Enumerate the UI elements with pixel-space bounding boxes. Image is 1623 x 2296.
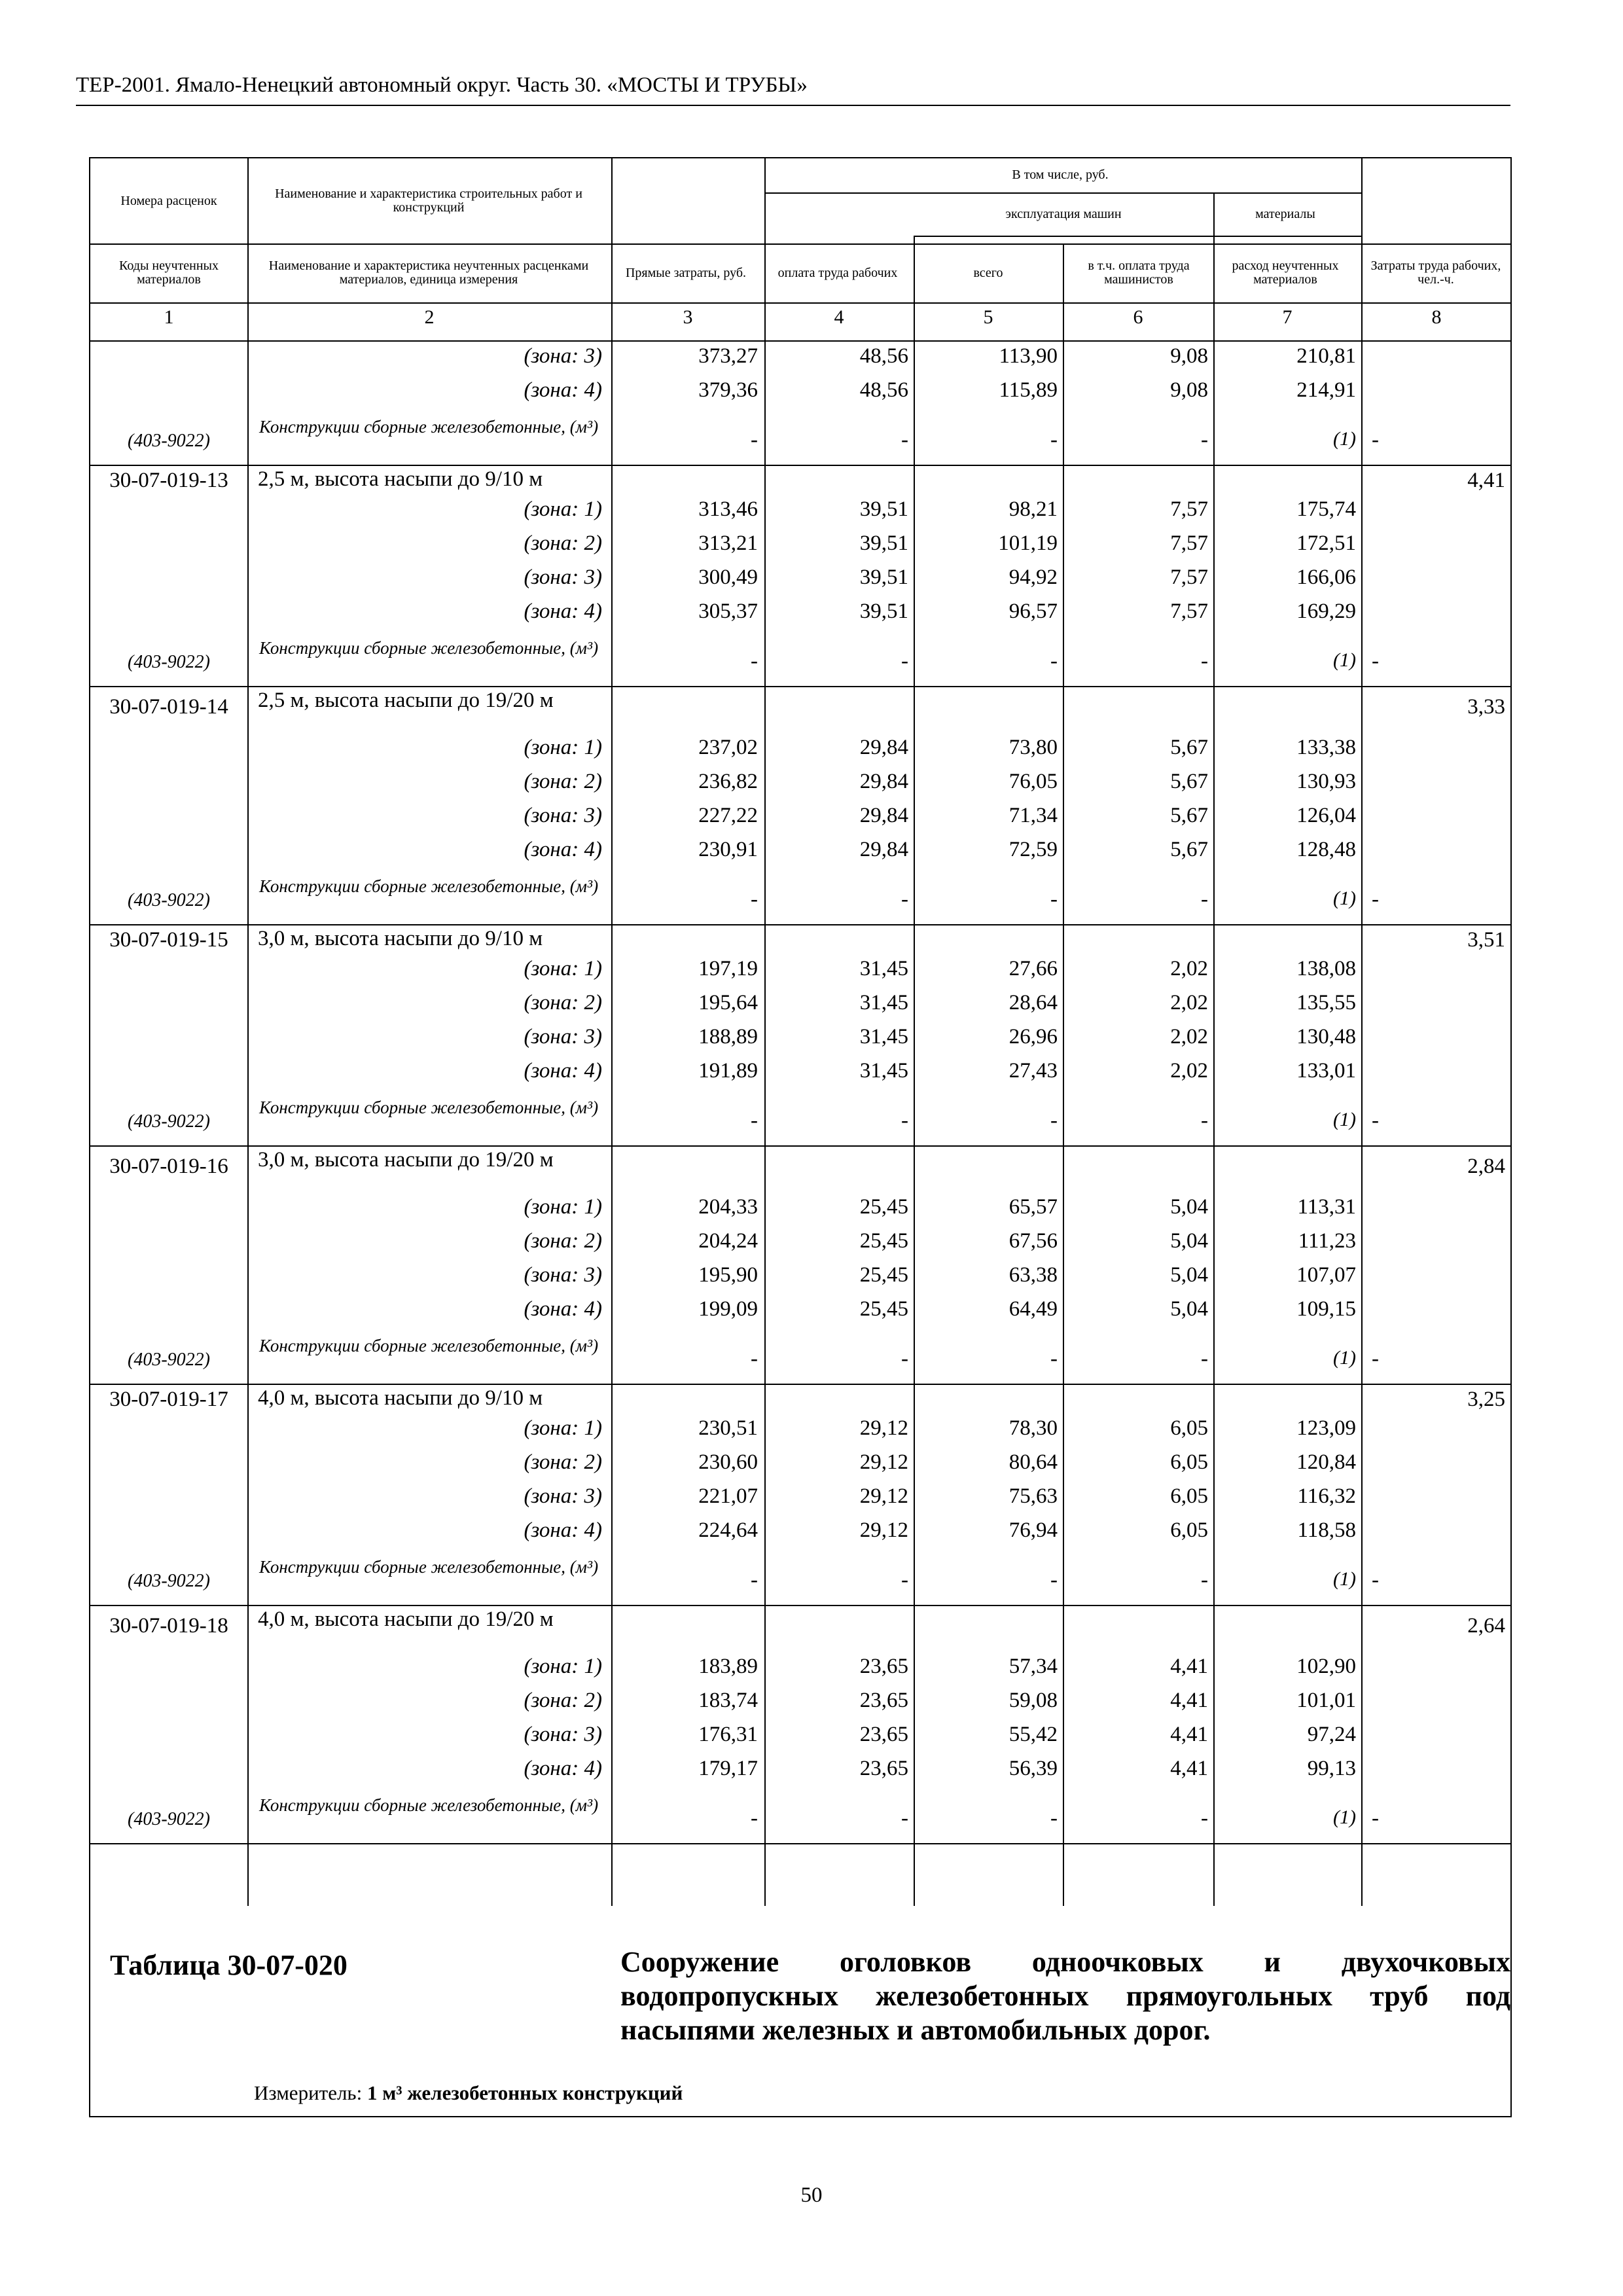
group-5-row-4-val-3: 76,94 [1008,1518,1058,1542]
group-5-row-4-val-2: 29,12 [859,1518,908,1542]
group-4-row-3-zone: (зона: 3) [524,1263,602,1287]
group-3-row-3-val-1: 188,89 [698,1025,758,1049]
group-5-material-dash-2: - [901,1568,908,1592]
group-2-row-2-zone: (зона: 2) [524,770,602,793]
h-line [90,1384,1512,1385]
col-number-3: 3 [683,306,693,328]
table-description: Сооружение оголовков одноочковых и двухочковых водопропускных железобетонных прямоугольных труб под насыпями железных и автомобильных дорог. [620,1946,1510,2046]
carry-material-qty: (1) [1333,428,1356,450]
hdr-oplata: оплата труда рабочих [777,265,898,280]
group-4-row-3-val-2: 25,45 [859,1263,908,1287]
group-2-row-1-val-4: 5,67 [1170,736,1208,759]
group-1-code: 30-07-019-13 [109,469,228,492]
col-number-7: 7 [1282,306,1293,328]
group-3-material-labor: - [1372,1109,1379,1132]
group-1-row-2-val-5: 172,51 [1296,531,1356,555]
group-5-row-3-val-3: 75,63 [1008,1484,1058,1508]
group-5-row-2-val-2: 29,12 [859,1450,908,1474]
group-4-row-3-val-3: 63,38 [1008,1263,1058,1287]
group-3-row-2-val-4: 2,02 [1170,991,1208,1014]
group-4-row-4-val-1: 199,09 [698,1297,758,1321]
group-6-material-labor: - [1372,1806,1379,1830]
group-3-row-3-val-4: 2,02 [1170,1025,1208,1049]
hdr-nomera: Номера расценок [120,193,217,208]
group-2-row-1-val-3: 73,80 [1008,736,1058,759]
group-6-row-1-zone: (зона: 1) [524,1655,602,1678]
group-5-material-dash-3: - [1050,1568,1058,1592]
group-2-material-dash-4: - [1201,888,1208,911]
group-3-row-1-val-2: 31,45 [859,957,908,980]
group-4-row-3-val-1: 195,90 [698,1263,758,1287]
group-6-row-3-val-5: 97,24 [1307,1723,1356,1746]
group-3-material-qty: (1) [1333,1109,1356,1130]
group-5-row-1-zone: (зона: 1) [524,1416,602,1440]
hdr-pryamye: Прямые затраты, руб. [625,265,747,280]
group-6-row-3-val-3: 55,42 [1008,1723,1058,1746]
group-3-row-1-val-5: 138,08 [1296,957,1356,980]
group-5-row-1-val-2: 29,12 [859,1416,908,1440]
group-4-material-dash-3: - [1050,1347,1058,1371]
group-6-row-1-val-1: 183,89 [698,1655,758,1678]
group-3-material-dash-3: - [1050,1109,1058,1132]
group-5-material-name: Конструкции сборные железобетонные, (м³) [259,1557,599,1577]
group-5-row-4-val-4: 6,05 [1170,1518,1208,1542]
group-3-title: 3,0 м, высота насыпи до 9/10 м [258,927,543,950]
header-rule [76,105,1510,106]
group-6-material-dash-4: - [1201,1806,1208,1830]
group-1-material-labor: - [1372,649,1379,673]
group-4-row-1-val-2: 25,45 [859,1195,908,1219]
group-3-material-dash-4: - [1201,1109,1208,1132]
group-5-code: 30-07-019-17 [109,1388,228,1411]
group-3-row-1-zone: (зона: 1) [524,957,602,980]
group-3-row-3-val-2: 31,45 [859,1025,908,1049]
carry-row-1-val-5: 210,81 [1296,344,1356,368]
group-2-row-3-val-5: 126,04 [1296,804,1356,827]
hdr-vtch: в т.ч. оплата труда машинистов [1088,259,1190,287]
carry-row-2-zone: (зона: 4) [524,378,602,402]
measure-value: 1 м³ железобетонных конструкций [366,2081,683,2104]
group-5-row-1-val-1: 230,51 [698,1416,758,1440]
group-3-code: 30-07-019-15 [109,928,228,952]
col-number-5: 5 [983,306,993,328]
group-4-row-1-zone: (зона: 1) [524,1195,602,1219]
group-1-row-2-val-1: 313,21 [698,531,758,555]
h-line [90,243,764,245]
hdr-naimen2: Наименование и характеристика неучтенных расценками материалов, единица измерения [268,259,589,287]
group-1-material-dash-1: - [751,649,758,673]
group-1-row-4-val-1: 305,37 [698,600,758,623]
group-1-row-3-zone: (зона: 3) [524,565,602,589]
col-number-8: 8 [1431,306,1442,328]
group-6-row-2-zone: (зона: 2) [524,1689,602,1712]
group-4-row-2-val-5: 111,23 [1298,1229,1356,1253]
group-2-material-code: (403-9022) [128,890,210,910]
group-2-row-2-val-1: 236,82 [698,770,758,793]
h-line [90,1145,1512,1147]
group-6-row-3-val-2: 23,65 [859,1723,908,1746]
group-1-row-3-val-4: 7,57 [1170,565,1208,589]
group-2-row-1-val-5: 133,38 [1296,736,1356,759]
group-6-material-dash-1: - [751,1806,758,1830]
group-1-material-qty: (1) [1333,649,1356,671]
group-5-title: 4,0 м, высота насыпи до 9/10 м [258,1386,543,1410]
h-line [90,1843,1512,1844]
group-2-row-3-val-4: 5,67 [1170,804,1208,827]
hdr-rashod: расход неучтенных материалов [1232,259,1339,287]
measure-label: Измеритель: [254,2081,363,2104]
group-4-row-1-val-5: 113,31 [1297,1195,1356,1219]
group-6-row-2-val-3: 59,08 [1008,1689,1058,1712]
col-number-1: 1 [164,306,174,328]
group-2-code: 30-07-019-14 [109,695,228,719]
group-2-row-1-zone: (зона: 1) [524,736,602,759]
group-2-row-4-val-1: 230,91 [698,838,758,861]
group-1-row-4-val-3: 96,57 [1008,600,1058,623]
carry-row-2-val-5: 214,91 [1296,378,1356,402]
group-6-row-1-val-3: 57,34 [1008,1655,1058,1678]
group-3-labor: 3,51 [1467,928,1505,952]
group-2-material-dash-1: - [751,888,758,911]
group-4-material-name: Конструкции сборные железобетонные, (м³) [259,1336,599,1355]
group-3-row-4-zone: (зона: 4) [524,1059,602,1083]
group-2-row-2-val-4: 5,67 [1170,770,1208,793]
group-5-labor: 3,25 [1467,1388,1505,1411]
group-3-row-3-val-3: 26,96 [1008,1025,1058,1049]
hdr-kody: Коды неучтенных материалов [119,259,219,287]
group-6-row-4-val-4: 4,41 [1170,1757,1208,1780]
group-6-row-1-val-2: 23,65 [859,1655,908,1678]
group-1-row-2-zone: (зона: 2) [524,531,602,555]
group-3-row-4-val-3: 27,43 [1008,1059,1058,1083]
group-6-row-2-val-2: 23,65 [859,1689,908,1712]
group-3-row-2-zone: (зона: 2) [524,991,602,1014]
group-3-row-1-val-4: 2,02 [1170,957,1208,980]
group-2-material-dash-2: - [901,888,908,911]
group-3-row-4-val-4: 2,02 [1170,1059,1208,1083]
carry-row-2-val-3: 115,89 [999,378,1058,402]
group-4-code: 30-07-019-16 [109,1155,228,1178]
group-5-row-1-val-4: 6,05 [1170,1416,1208,1440]
group-6-row-2-val-1: 183,74 [698,1689,758,1712]
group-2-row-3-val-1: 227,22 [698,804,758,827]
group-6-row-2-val-4: 4,41 [1170,1689,1208,1712]
group-5-row-2-val-1: 230,60 [698,1450,758,1474]
carry-row-2-val-4: 9,08 [1170,378,1208,402]
group-5-material-labor: - [1372,1568,1379,1592]
group-6-material-dash-3: - [1050,1806,1058,1830]
group-4-row-1-val-1: 204,33 [698,1195,758,1219]
h-line [90,1605,1512,1606]
carry-material-labor: - [1372,428,1379,452]
carry-row-2-val-1: 379,36 [698,378,758,402]
col-number-6: 6 [1133,306,1143,328]
group-2-material-dash-3: - [1050,888,1058,911]
group-4-row-4-val-2: 25,45 [859,1297,908,1321]
group-3-material-dash-1: - [751,1109,758,1132]
group-1-row-1-val-4: 7,57 [1170,497,1208,521]
group-2-title: 2,5 м, высота насыпи до 19/20 м [258,689,554,712]
group-6-material-dash-2: - [901,1806,908,1830]
group-1-row-1-val-1: 313,46 [698,497,758,521]
h-line [90,924,1512,925]
group-1-row-4-zone: (зона: 4) [524,600,602,623]
group-4-row-1-val-3: 65,57 [1008,1195,1058,1219]
group-5-row-2-zone: (зона: 2) [524,1450,602,1474]
group-4-row-3-val-5: 107,07 [1296,1263,1356,1287]
group-3-row-4-val-5: 133,01 [1296,1059,1356,1083]
group-2-row-4-val-2: 29,84 [859,838,908,861]
hdr-v-tom: В том числе, руб. [1012,167,1109,182]
group-5-row-4-val-5: 118,58 [1297,1518,1356,1542]
page-number: 50 [800,2183,823,2207]
group-1-row-2-val-4: 7,57 [1170,531,1208,555]
group-6-material-name: Конструкции сборные железобетонные, (м³) [259,1795,599,1815]
group-1-material-dash-4: - [1201,649,1208,673]
hdr-zatraty: Затраты труда рабочих, чел.-ч. [1370,259,1501,287]
group-2-material-qty: (1) [1333,888,1356,909]
group-1-row-3-val-1: 300,49 [698,565,758,589]
h-line [764,192,1361,194]
group-5-row-1-val-5: 123,09 [1296,1416,1356,1440]
group-4-row-4-val-3: 64,49 [1008,1297,1058,1321]
group-3-row-4-val-1: 191,89 [698,1059,758,1083]
carry-row-1-val-4: 9,08 [1170,344,1208,368]
rate-table [89,157,1512,2117]
group-3-row-4-val-2: 31,45 [859,1059,908,1083]
group-1-material-dash-3: - [1050,649,1058,673]
group-3-row-3-zone: (зона: 3) [524,1025,602,1049]
group-2-material-name: Конструкции сборные железобетонные, (м³) [259,876,599,896]
group-2-row-4-val-4: 5,67 [1170,838,1208,861]
group-1-title: 2,5 м, высота насыпи до 9/10 м [258,467,543,491]
group-4-row-4-val-4: 5,04 [1170,1297,1208,1321]
group-5-material-dash-4: - [1201,1568,1208,1592]
group-4-material-dash-4: - [1201,1347,1208,1371]
group-2-row-2-val-3: 76,05 [1008,770,1058,793]
group-6-row-4-val-5: 99,13 [1307,1757,1356,1780]
group-6-row-4-val-3: 56,39 [1008,1757,1058,1780]
carry-row-1-val-1: 373,27 [698,344,758,368]
group-5-row-3-val-5: 116,32 [1297,1484,1356,1508]
carry-row-2-val-2: 48,56 [859,378,908,402]
group-6-row-4-zone: (зона: 4) [524,1757,602,1780]
group-2-row-4-val-5: 128,48 [1296,838,1356,861]
page-header: ТЕР-2001. Ямало-Ненецкий автономный округ. Часть 30. «МОСТЫ И ТРУБЫ» [76,73,808,97]
group-3-row-1-val-1: 197,19 [698,957,758,980]
group-5-row-1-val-3: 78,30 [1008,1416,1058,1440]
group-1-labor: 4,41 [1467,469,1505,492]
group-2-row-1-val-2: 29,84 [859,736,908,759]
group-5-row-2-val-5: 120,84 [1296,1450,1356,1474]
group-6-row-3-val-1: 176,31 [698,1723,758,1746]
group-3-row-2-val-1: 195,64 [698,991,758,1014]
group-4-material-labor: - [1372,1347,1379,1371]
group-1-material-code: (403-9022) [128,652,210,672]
group-1-row-3-val-5: 166,06 [1296,565,1356,589]
group-3-material-code: (403-9022) [128,1111,210,1132]
group-5-row-3-val-1: 221,07 [698,1484,758,1508]
carry-row-1-val-2: 48,56 [859,344,908,368]
h-line [90,686,1512,687]
group-6-row-1-val-5: 102,90 [1296,1655,1356,1678]
group-4-row-4-val-5: 109,15 [1296,1297,1356,1321]
group-4-row-2-val-4: 5,04 [1170,1229,1208,1253]
group-1-material-name: Конструкции сборные железобетонные, (м³) [259,638,599,658]
group-4-labor: 2,84 [1467,1155,1505,1178]
h-line [90,465,1512,466]
group-1-row-2-val-2: 39,51 [859,531,908,555]
carry-material-code: (403-9022) [128,431,210,451]
group-6-row-1-val-4: 4,41 [1170,1655,1208,1678]
group-6-labor: 2,64 [1467,1614,1505,1638]
group-1-material-dash-2: - [901,649,908,673]
group-1-row-1-zone: (зона: 1) [524,497,602,521]
group-5-material-qty: (1) [1333,1568,1356,1590]
carry-material-dash-4: - [1201,428,1208,452]
group-3-material-dash-2: - [901,1109,908,1132]
group-6-row-3-val-4: 4,41 [1170,1723,1208,1746]
group-6-material-code: (403-9022) [128,1809,210,1829]
group-1-row-1-val-5: 175,74 [1296,497,1356,521]
carry-row-1-val-3: 113,90 [999,344,1058,368]
group-2-labor: 3,33 [1467,695,1505,719]
group-1-row-1-val-2: 39,51 [859,497,908,521]
hdr-materialy: материалы [1255,206,1315,221]
group-5-row-4-zone: (зона: 4) [524,1518,602,1542]
group-6-title: 4,0 м, высота насыпи до 19/20 м [258,1607,554,1631]
group-4-material-code: (403-9022) [128,1350,210,1370]
group-5-row-3-val-4: 6,05 [1170,1484,1208,1508]
group-3-row-2-val-2: 31,45 [859,991,908,1014]
group-6-material-qty: (1) [1333,1806,1356,1828]
group-1-row-1-val-3: 98,21 [1008,497,1058,521]
group-5-row-2-val-3: 80,64 [1008,1450,1058,1474]
group-4-row-4-zone: (зона: 4) [524,1297,602,1321]
group-3-material-name: Конструкции сборные железобетонные, (м³) [259,1098,599,1117]
group-1-row-4-val-5: 169,29 [1296,600,1356,623]
group-5-row-4-val-1: 224,64 [698,1518,758,1542]
group-2-row-2-val-2: 29,84 [859,770,908,793]
group-2-row-4-val-3: 72,59 [1008,838,1058,861]
group-6-row-4-val-2: 23,65 [859,1757,908,1780]
group-4-row-3-val-4: 5,04 [1170,1263,1208,1287]
group-1-row-3-val-3: 94,92 [1008,565,1058,589]
hdr-naimen: Наименование и характеристика строительных работ и конструкций [275,187,582,215]
group-5-row-2-val-4: 6,05 [1170,1450,1208,1474]
group-2-row-3-zone: (зона: 3) [524,804,602,827]
group-4-material-qty: (1) [1333,1347,1356,1369]
h-line [764,243,1512,245]
group-2-material-labor: - [1372,888,1379,911]
group-4-title: 3,0 м, высота насыпи до 19/20 м [258,1148,554,1172]
carry-material-dash-3: - [1050,428,1058,452]
measure-line [254,2081,683,2105]
group-4-material-dash-2: - [901,1347,908,1371]
group-5-row-3-zone: (зона: 3) [524,1484,602,1508]
hdr-vsego: всего [973,265,1003,280]
group-2-row-3-val-2: 29,84 [859,804,908,827]
group-6-code: 30-07-019-18 [109,1614,228,1638]
group-1-row-4-val-2: 39,51 [859,600,908,623]
group-3-row-3-val-5: 130,48 [1296,1025,1356,1049]
h-line [90,302,1512,304]
table-title: Таблица 30-07-020 [110,1949,348,1981]
group-4-row-2-val-3: 67,56 [1008,1229,1058,1253]
group-1-row-4-val-4: 7,57 [1170,600,1208,623]
group-4-row-2-val-1: 204,24 [698,1229,758,1253]
group-5-material-code: (403-9022) [128,1571,210,1591]
group-4-row-2-val-2: 25,45 [859,1229,908,1253]
h-line [914,236,1361,237]
group-5-row-3-val-2: 29,12 [859,1484,908,1508]
carry-material-dash-2: - [901,428,908,452]
group-3-row-2-val-3: 28,64 [1008,991,1058,1014]
group-2-row-1-val-1: 237,02 [698,736,758,759]
group-6-row-4-val-1: 179,17 [698,1757,758,1780]
h-line [90,340,1512,342]
group-4-row-2-zone: (зона: 2) [524,1229,602,1253]
hdr-ekspl: эксплуатация машин [1005,206,1122,221]
group-3-row-2-val-5: 135,55 [1296,991,1356,1014]
group-4-row-1-val-4: 5,04 [1170,1195,1208,1219]
group-2-row-4-zone: (зона: 4) [524,838,602,861]
group-6-row-3-zone: (зона: 3) [524,1723,602,1746]
col-number-4: 4 [834,306,844,328]
group-6-row-2-val-5: 101,01 [1296,1689,1356,1712]
carry-row-1-zone: (зона: 3) [524,344,602,368]
group-3-row-1-val-3: 27,66 [1008,957,1058,980]
group-2-row-3-val-3: 71,34 [1008,804,1058,827]
group-1-row-2-val-3: 101,19 [998,531,1058,555]
carry-material-name: Конструкции сборные железобетонные, (м³) [259,417,599,437]
group-4-material-dash-1: - [751,1347,758,1371]
col-number-2: 2 [424,306,435,328]
group-1-row-3-val-2: 39,51 [859,565,908,589]
group-5-material-dash-1: - [751,1568,758,1592]
v-line [1361,158,1363,1906]
group-2-row-2-val-5: 130,93 [1296,770,1356,793]
carry-material-dash-1: - [751,428,758,452]
